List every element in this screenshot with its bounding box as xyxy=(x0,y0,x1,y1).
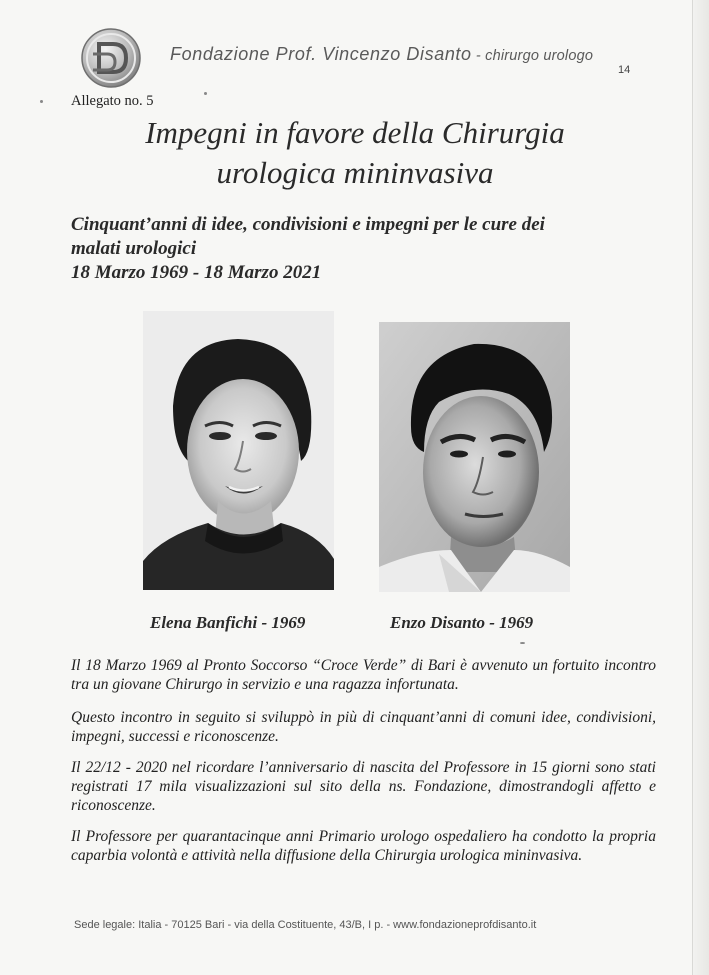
paragraph-4: Il Professore per quarantacinque anni Primario urologo ospedaliero ha condotto la propria caparbia volontà e attività nella diffusione della Chirurgia urologica mininvasiva. xyxy=(71,828,656,864)
subtitle xyxy=(71,213,651,285)
paragraph-2: Questo incontro in seguito si sviluppò in più di cinquant’anni di comuni idee, condivisioni, impegni, successi e riconoscenze. xyxy=(71,709,656,745)
foundation-name: Fondazione Prof. Vincenzo Disanto xyxy=(170,44,472,64)
paragraph-1: Il 18 Marzo 1969 al Pronto Soccorso “Croce Verde” di Bari è avvenuto un fortuito incontro tra un giovane Chirurgo in servizio e una ragazza infortunata. xyxy=(71,657,656,693)
foundation-role: - chirurgo urologo xyxy=(471,48,594,64)
page-edge xyxy=(692,0,709,975)
title-line-1: Impegni in favore della Chirurgia xyxy=(145,115,565,150)
paragraph-3: Il 22/12 - 2020 nel ricordare l’anniversario di nascita del Professore in 15 giorni sono stati registrati 17 mila visualizzazioni sul sito della ns. Fondazione, dimostrandogli affetto e riconoscenze. xyxy=(71,759,656,814)
foundation-logo xyxy=(79,27,143,89)
foundation-header xyxy=(170,44,593,65)
scan-speck xyxy=(204,92,207,95)
scan-speck xyxy=(40,100,43,103)
portrait-photo-left xyxy=(143,311,334,590)
caption-right: Enzo Disanto - 1969 xyxy=(390,613,534,632)
subtitle-line-2: malati urologici xyxy=(71,238,197,259)
page-number: 14 xyxy=(618,64,631,76)
attachment-label: Allegato no. 5 xyxy=(71,93,154,109)
scan-speck xyxy=(520,642,525,644)
caption-left: Elena Banfichi - 1969 xyxy=(150,613,306,632)
page-title xyxy=(60,113,650,193)
subtitle-dates: 18 Marzo 1969 - 18 Marzo 2021 xyxy=(71,262,322,283)
subtitle-line-1: Cinquant’anni di idee, condivisioni e impegni per le cure dei xyxy=(71,214,545,235)
title-line-2: urologica mininvasiva xyxy=(216,155,494,190)
portrait-photo-right xyxy=(379,322,570,592)
footer-address: Sede legale: Italia - 70125 Bari - via della Costituente, 43/B, I p. - www.fondazioneprofdisanto.it xyxy=(74,919,537,931)
